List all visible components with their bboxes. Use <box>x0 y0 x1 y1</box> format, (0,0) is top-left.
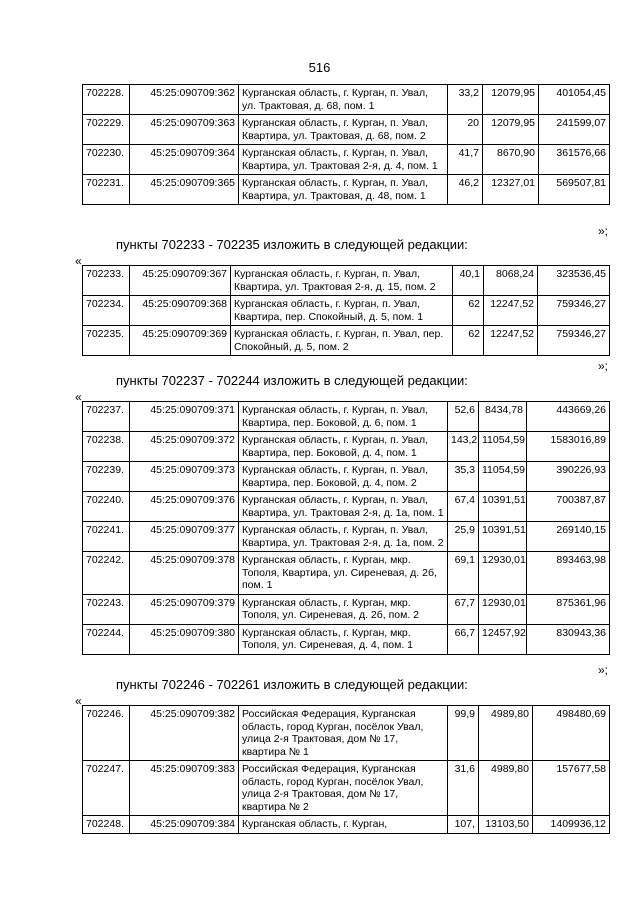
table-row <box>83 115 610 145</box>
table-row <box>83 145 610 175</box>
unit-value-cell: 12930,01 <box>479 552 527 595</box>
register-table-1 <box>82 84 610 205</box>
area-cell: 20 <box>448 115 483 145</box>
item-number-cell: 702243. <box>83 594 130 624</box>
table-row <box>83 552 610 595</box>
cadastral-number-cell: 45:25:090709:379 <box>130 594 239 624</box>
table-row <box>83 522 610 552</box>
cadastral-value-cell: 1409936,12 <box>533 816 610 834</box>
unit-value-cell: 12327,01 <box>483 175 539 205</box>
address-cell: Курганская область, г. Курган, п. Увал, Квартира, ул. Трактовая, д. 68, пом. 2 <box>239 115 448 145</box>
table-body <box>83 266 610 356</box>
unit-value-cell: 10391,51 <box>479 522 527 552</box>
cadastral-value-cell: 893463,98 <box>527 552 610 595</box>
item-number-cell: 702237. <box>83 402 130 432</box>
unit-value-cell: 11054,59 <box>479 432 527 462</box>
table-row <box>83 816 610 834</box>
opening-quote: « <box>75 694 82 708</box>
opening-quote: « <box>75 390 82 404</box>
unit-value-cell: 12247,52 <box>484 296 538 326</box>
unit-value-cell: 4989,80 <box>479 761 533 816</box>
area-cell: 66,7 <box>448 624 479 654</box>
closing-quote: »; <box>598 359 609 373</box>
cadastral-value-cell: 759346,27 <box>538 326 610 356</box>
cadastral-number-cell: 45:25:090709:383 <box>130 761 239 816</box>
unit-value-cell: 10391,51 <box>479 492 527 522</box>
address-cell: Курганская область, г. Курган, <box>239 816 448 834</box>
unit-value-cell: 12079,95 <box>483 115 539 145</box>
item-number-cell: 702234. <box>83 296 130 326</box>
table-row <box>83 594 610 624</box>
table-row <box>83 85 610 115</box>
cadastral-value-cell: 498480,69 <box>533 706 610 761</box>
cadastral-number-cell: 45:25:090709:363 <box>130 115 239 145</box>
cadastral-number-cell: 45:25:090709:376 <box>130 492 239 522</box>
item-number-cell: 702247. <box>83 761 130 816</box>
address-cell: Российская Федерация, Курганская область, город Курган, посёлок Увал, улица 2-я Трактовая, дом № 17, квартира № 2 <box>239 761 448 816</box>
cadastral-value-cell: 269140,15 <box>527 522 610 552</box>
table-body <box>83 85 610 205</box>
item-number-cell: 702240. <box>83 492 130 522</box>
area-cell: 52,6 <box>448 402 479 432</box>
area-cell: 41,7 <box>448 145 483 175</box>
cadastral-value-cell: 569507,81 <box>539 175 610 205</box>
table-body <box>83 706 610 834</box>
unit-value-cell: 13103,50 <box>479 816 533 834</box>
unit-value-cell: 8068,24 <box>484 266 538 296</box>
area-cell: 62 <box>453 296 484 326</box>
cadastral-value-cell: 390226,93 <box>527 462 610 492</box>
area-cell: 67,7 <box>448 594 479 624</box>
opening-quote: « <box>75 254 82 268</box>
address-cell: Курганская область, г. Курган, п. Увал, Квартира, ул. Трактовая, д. 48, пом. 1 <box>239 175 448 205</box>
table-row <box>83 761 610 816</box>
address-cell: Курганская область, г. Курган, п. Увал, Квартира, пер. Боковой, д. 4, пом. 1 <box>239 432 448 462</box>
unit-value-cell: 12247,52 <box>484 326 538 356</box>
address-cell: Курганская область, г. Курган, п. Увал, ул. Трактовая, д. 68, пом. 1 <box>239 85 448 115</box>
register-table-4 <box>82 705 610 834</box>
closing-quote: »; <box>598 663 609 677</box>
item-number-cell: 702235. <box>83 326 130 356</box>
item-number-cell: 702238. <box>83 432 130 462</box>
area-cell: 107, <box>448 816 479 834</box>
cadastral-number-cell: 45:25:090709:380 <box>130 624 239 654</box>
table-row <box>83 462 610 492</box>
cadastral-number-cell: 45:25:090709:372 <box>130 432 239 462</box>
cadastral-number-cell: 45:25:090709:378 <box>130 552 239 595</box>
address-cell: Курганская область, г. Курган, п. Увал, Квартира, пер. Спокойный, д. 5, пом. 1 <box>231 296 453 326</box>
unit-value-cell: 8670,90 <box>483 145 539 175</box>
cadastral-value-cell: 401054,45 <box>539 85 610 115</box>
register-table-3 <box>82 401 610 655</box>
amendment-instruction: пункты 702246 - 702261 изложить в следующей редакции: <box>116 677 468 692</box>
item-number-cell: 702246. <box>83 706 130 761</box>
cadastral-number-cell: 45:25:090709:367 <box>130 266 231 296</box>
unit-value-cell: 4989,80 <box>479 706 533 761</box>
address-cell: Курганская область, г. Курган, п. Увал, Квартира, ул. Трактовая 2-я, д. 1а, пом. 1 <box>239 492 448 522</box>
cadastral-value-cell: 157677,58 <box>533 761 610 816</box>
area-cell: 62 <box>453 326 484 356</box>
area-cell: 143,2 <box>448 432 479 462</box>
address-cell: Курганская область, г. Курган, мкр. Тополя, Квартира, ул. Сиреневая, д. 2б, пом. 1 <box>239 552 448 595</box>
unit-value-cell: 8434,78 <box>479 402 527 432</box>
area-cell: 69,1 <box>448 552 479 595</box>
cadastral-number-cell: 45:25:090709:365 <box>130 175 239 205</box>
item-number-cell: 702242. <box>83 552 130 595</box>
address-cell: Курганская область, г. Курган, п. Увал, Квартира, ул. Трактовая 2-я, д. 1а, пом. 2 <box>239 522 448 552</box>
cadastral-number-cell: 45:25:090709:382 <box>130 706 239 761</box>
address-cell: Курганская область, г. Курган, п. Увал, пер. Спокойный, д. 5, пом. 2 <box>231 326 453 356</box>
cadastral-value-cell: 443669,26 <box>527 402 610 432</box>
area-cell: 46,2 <box>448 175 483 205</box>
amendment-instruction: пункты 702233 - 702235 изложить в следующей редакции: <box>116 237 468 252</box>
unit-value-cell: 12079,95 <box>483 85 539 115</box>
area-cell: 99,9 <box>448 706 479 761</box>
table-body <box>83 402 610 655</box>
cadastral-number-cell: 45:25:090709:377 <box>130 522 239 552</box>
cadastral-number-cell: 45:25:090709:371 <box>130 402 239 432</box>
unit-value-cell: 12930,01 <box>479 594 527 624</box>
cadastral-value-cell: 1583016,89 <box>527 432 610 462</box>
cadastral-value-cell: 361576,66 <box>539 145 610 175</box>
area-cell: 25,9 <box>448 522 479 552</box>
item-number-cell: 702239. <box>83 462 130 492</box>
cadastral-value-cell: 759346,27 <box>538 296 610 326</box>
cadastral-value-cell: 830943,36 <box>527 624 610 654</box>
address-cell: Российская Федерация, Курганская область, город Курган, посёлок Увал, улица 2-я Трактовая, дом № 17, квартира № 1 <box>239 706 448 761</box>
table-row <box>83 492 610 522</box>
table-row <box>83 402 610 432</box>
cadastral-number-cell: 45:25:090709:364 <box>130 145 239 175</box>
cadastral-value-cell: 875361,96 <box>527 594 610 624</box>
unit-value-cell: 12457,92 <box>479 624 527 654</box>
cadastral-number-cell: 45:25:090709:373 <box>130 462 239 492</box>
unit-value-cell: 11054,59 <box>479 462 527 492</box>
item-number-cell: 702244. <box>83 624 130 654</box>
cadastral-number-cell: 45:25:090709:368 <box>130 296 231 326</box>
area-cell: 35,3 <box>448 462 479 492</box>
address-cell: Курганская область, г. Курган, п. Увал, Квартира, ул. Трактовая 2-я, д. 4, пом. 1 <box>239 145 448 175</box>
amendment-instruction: пункты 702237 - 702244 изложить в следующей редакции: <box>116 373 468 388</box>
address-cell: Курганская область, г. Курган, мкр. Тополя, ул. Сиреневая, д. 4, пом. 1 <box>239 624 448 654</box>
item-number-cell: 702231. <box>83 175 130 205</box>
cadastral-number-cell: 45:25:090709:362 <box>130 85 239 115</box>
table-row <box>83 326 610 356</box>
item-number-cell: 702233. <box>83 266 130 296</box>
cadastral-number-cell: 45:25:090709:384 <box>130 816 239 834</box>
table-row <box>83 296 610 326</box>
closing-quote: »; <box>598 224 609 238</box>
page-number: 516 <box>308 60 331 75</box>
area-cell: 67,4 <box>448 492 479 522</box>
address-cell: Курганская область, г. Курган, п. Увал, Квартира, пер. Боковой, д. 6, пом. 1 <box>239 402 448 432</box>
register-table-2 <box>82 265 610 356</box>
address-cell: Курганская область, г. Курган, мкр. Тополя, ул. Сиреневая, д. 2б, пом. 2 <box>239 594 448 624</box>
area-cell: 31,6 <box>448 761 479 816</box>
item-number-cell: 702230. <box>83 145 130 175</box>
area-cell: 33,2 <box>448 85 483 115</box>
item-number-cell: 702248. <box>83 816 130 834</box>
table-row <box>83 432 610 462</box>
table-row <box>83 266 610 296</box>
table-row <box>83 706 610 761</box>
address-cell: Курганская область, г. Курган, п. Увал, Квартира, пер. Боковой, д. 4, пом. 2 <box>239 462 448 492</box>
cadastral-number-cell: 45:25:090709:369 <box>130 326 231 356</box>
table-row <box>83 624 610 654</box>
item-number-cell: 702241. <box>83 522 130 552</box>
address-cell: Курганская область, г. Курган, п. Увал, Квартира, ул. Трактовая 2-я, д. 15, пом. 2 <box>231 266 453 296</box>
item-number-cell: 702228. <box>83 85 130 115</box>
cadastral-value-cell: 241599,07 <box>539 115 610 145</box>
cadastral-value-cell: 700387,87 <box>527 492 610 522</box>
table-row <box>83 175 610 205</box>
cadastral-value-cell: 323536,45 <box>538 266 610 296</box>
item-number-cell: 702229. <box>83 115 130 145</box>
area-cell: 40,1 <box>453 266 484 296</box>
